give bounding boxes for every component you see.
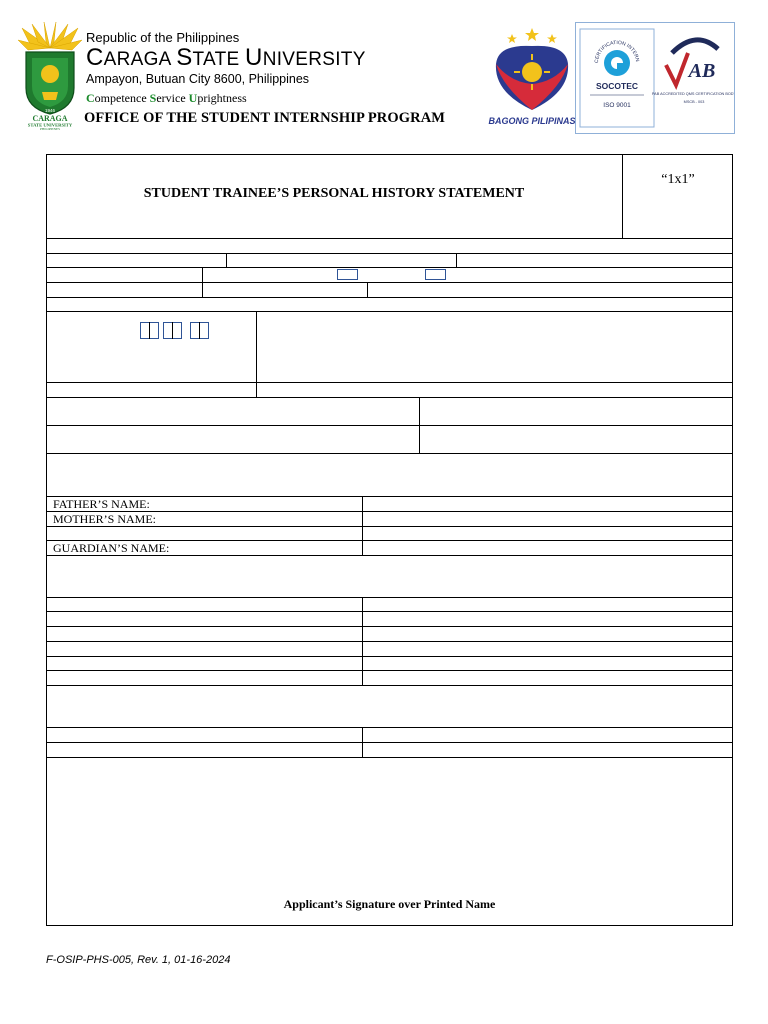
- form-line: [46, 397, 733, 398]
- form-line: [46, 611, 733, 612]
- form-title: STUDENT TRAINEE’S PERSONAL HISTORY STATEMENT: [143, 186, 525, 201]
- form-line: [46, 555, 733, 556]
- svg-text:ISO 9001: ISO 9001: [603, 102, 631, 109]
- sex-female-checkbox[interactable]: [425, 269, 446, 280]
- photo-divider: [622, 154, 623, 238]
- form-line: [46, 757, 733, 758]
- form-line: [46, 282, 733, 283]
- csu-seal-logo: [18, 22, 82, 130]
- svg-text:PAB ACCREDITED QMS CERTIFICATI: PAB ACCREDITED QMS CERTIFICATION BODY: [651, 92, 734, 96]
- form-line: [256, 311, 257, 397]
- signature-label: Applicant’s Signature over Printed Name: [283, 897, 496, 911]
- form-line: [46, 641, 733, 642]
- photo-placeholder-label: “1x1”: [661, 172, 695, 187]
- mothers-name-label: MOTHER’S NAME:: [53, 512, 157, 526]
- svg-text:CERTIFICATION INTERNATIONAL: CERTIFICATION INTERN: [593, 39, 640, 64]
- form-code: F-OSIP-PHS-005, Rev. 1, 01-16-2024: [46, 954, 231, 966]
- university-name: CARAGA STATE UNIVERSITY: [86, 44, 366, 71]
- form-line: [149, 322, 150, 339]
- form-line: [46, 656, 733, 657]
- svg-text:MSCB - 003: MSCB - 003: [683, 100, 705, 104]
- svg-text:SOCOTEC: SOCOTEC: [595, 81, 639, 91]
- form-line: [46, 526, 733, 527]
- form-line: [172, 322, 173, 339]
- svg-text:PHILIPPINES: PHILIPPINES: [40, 127, 60, 130]
- form-line: [226, 253, 227, 267]
- form-line: [367, 282, 368, 297]
- university-motto: Competence Service Uprightness: [86, 91, 247, 105]
- form-line: [46, 453, 733, 454]
- form-line: [199, 322, 200, 339]
- fathers-name-label: FATHER’S NAME:: [53, 497, 150, 511]
- svg-text:CARAGA: CARAGA: [32, 114, 68, 123]
- form-line: [46, 685, 733, 686]
- form-line: [46, 311, 733, 312]
- form-line: [46, 425, 733, 426]
- form-line: [46, 382, 733, 383]
- svg-text:STATE UNIVERSITY: STATE UNIVERSITY: [27, 122, 73, 128]
- university-address: Ampayon, Butuan City 8600, Philippines: [86, 72, 310, 86]
- form-line: [46, 267, 733, 268]
- svg-text:BAGONG PILIPINAS: BAGONG PILIPINAS: [488, 116, 576, 126]
- form-line: [46, 238, 733, 239]
- form-line: [46, 670, 733, 671]
- form-line: [46, 727, 733, 728]
- guardians-name-label: GUARDIAN’S NAME:: [53, 541, 170, 555]
- svg-text:AB: AB: [688, 60, 716, 82]
- university-header: [86, 30, 366, 106]
- bagong-pilipinas-logo: [488, 24, 576, 130]
- form-line: [456, 253, 457, 267]
- certification-logos: [575, 22, 735, 134]
- sex-male-checkbox[interactable]: [337, 269, 358, 280]
- form-line: [46, 626, 733, 627]
- form-line: [46, 297, 733, 298]
- svg-text:1946: 1946: [44, 108, 56, 113]
- form-line: [46, 742, 733, 743]
- office-title: OFFICE OF THE STUDENT INTERNSHIP PROGRAM: [84, 110, 446, 126]
- form-line: [46, 253, 733, 254]
- form-line: [46, 597, 733, 598]
- republic-label: Republic of the Philippines: [86, 30, 240, 45]
